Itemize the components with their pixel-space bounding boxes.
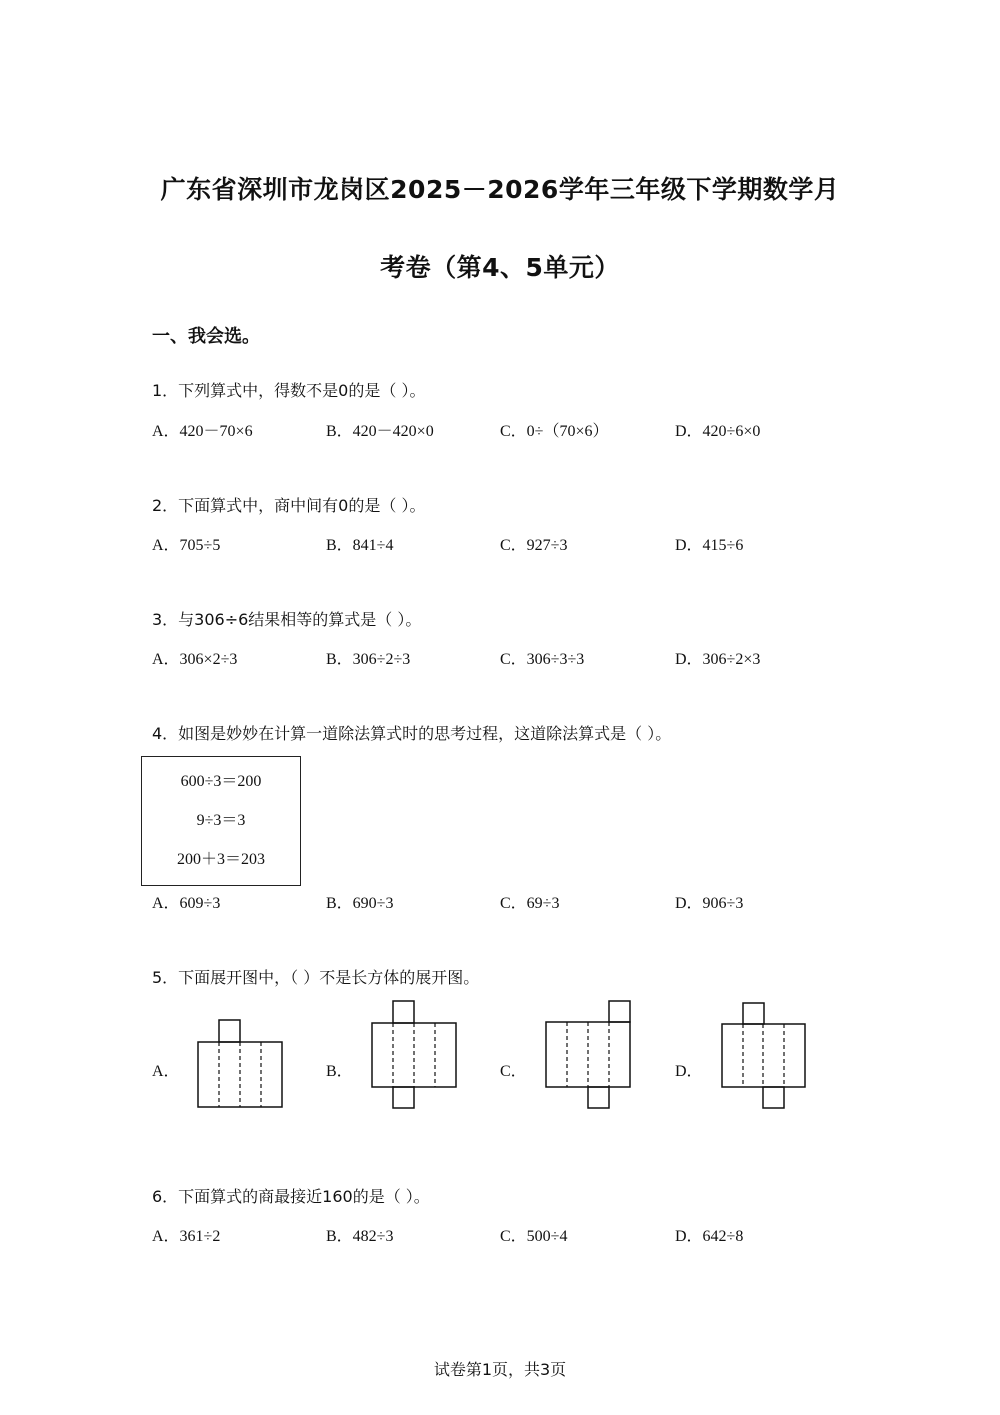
question-1-option-c: C．0÷（70×6）	[500, 423, 609, 440]
question-6-stem: 6．下面算式的商最接近160的是（ ）。	[152, 1187, 430, 1206]
page-title-line-1: 广东省深圳市龙岗区2025－2026学年三年级下学期数学月	[160, 175, 840, 204]
box-line-1: 600÷3＝200	[180, 773, 262, 790]
question-2-stem: 2．下面算式中，商中间有0的是（ ）。	[152, 496, 426, 515]
question-3-option-c: C．306÷3÷3	[500, 651, 585, 668]
question-1-option-b: B．420－420×0	[326, 423, 434, 440]
question-2-option-c: C．927÷3	[500, 537, 568, 554]
question-6-option-d: D．642÷8	[675, 1228, 744, 1245]
net-figure-d	[715, 1000, 815, 1112]
question-5-option-d: D．	[675, 1063, 703, 1080]
question-5-option-a: A．	[152, 1063, 180, 1080]
net-figure-c	[540, 1000, 640, 1112]
box-line-2: 9÷3＝3	[196, 812, 246, 829]
question-4-option-b: B．690÷3	[326, 895, 394, 912]
box-line-3: 200＋3＝203	[176, 851, 265, 868]
question-1-option-d: D．420÷6×0	[675, 423, 761, 440]
question-6-option-a: A．361÷2	[152, 1228, 221, 1245]
question-3-stem: 3．与306÷6结果相等的算式是（ ）。	[152, 610, 422, 629]
question-4-stem: 4．如图是妙妙在计算一道除法算式时的思考过程，这道除法算式是（ ）。	[152, 724, 672, 743]
question-2-option-b: B．841÷4	[326, 537, 394, 554]
net-figure-b	[365, 1000, 465, 1112]
question-6-option-b: B．482÷3	[326, 1228, 394, 1245]
section-title: 一、我会选。	[152, 326, 260, 347]
question-3-option-d: D．306÷2×3	[675, 651, 761, 668]
question-1-stem: 1．下列算式中，得数不是0的是（ ）。	[152, 381, 426, 400]
page-footer: 试卷第1页，共3页	[433, 1360, 567, 1379]
question-2-option-d: D．415÷6	[675, 537, 744, 554]
question-6-option-c: C．500÷4	[500, 1228, 568, 1245]
question-4-option-a: A．609÷3	[152, 895, 221, 912]
question-5-option-b: B．	[326, 1063, 353, 1080]
page-title-line-2: 考卷（第4、5单元）	[380, 253, 620, 282]
net-figure-a	[190, 1000, 290, 1112]
question-4-option-c: C．69÷3	[500, 895, 560, 912]
question-1-option-a: A．420－70×6	[152, 423, 253, 440]
question-4-option-d: D．906÷3	[675, 895, 744, 912]
question-5-stem: 5．下面展开图中，（ ）不是长方体的展开图。	[152, 968, 480, 987]
question-2-option-a: A．705÷5	[152, 537, 221, 554]
question-3-option-b: B．306÷2÷3	[326, 651, 411, 668]
question-3-option-a: A．306×2÷3	[152, 651, 238, 668]
question-5-option-c: C．	[500, 1063, 527, 1080]
